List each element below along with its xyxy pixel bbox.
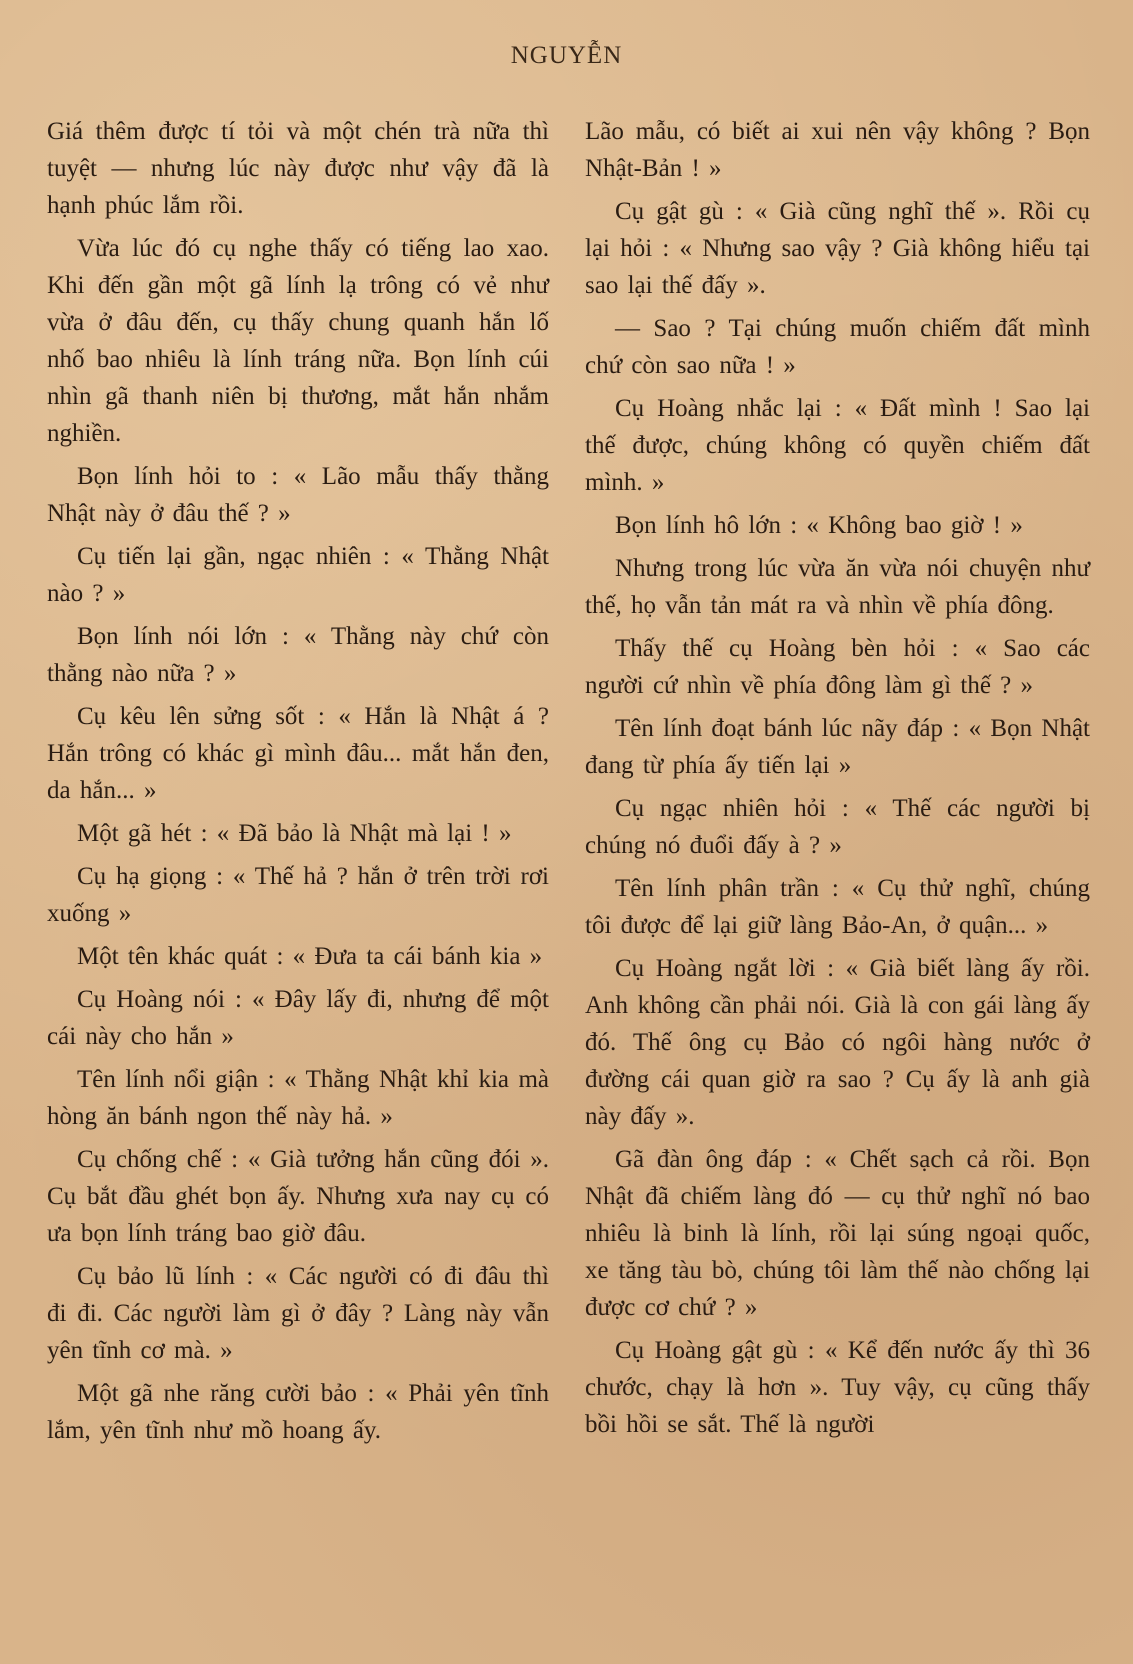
paragraph: Thấy thế cụ Hoàng bèn hỏi : « Sao các người cứ nhìn về phía đông làm gì thế ? » (585, 635, 1090, 699)
paragraph: Bọn lính hỏi to : « Lão mẫu thấy thằng Nhật này ở đâu thế ? » (47, 463, 549, 527)
paragraph: Giá thêm được tí tỏi và một chén trà nữa thì tuyệt — nhưng lúc này được như vậy đã là hạnh phúc lắm rồi. (47, 118, 549, 219)
left-column (47, 113, 549, 1455)
paragraph: Nhưng trong lúc vừa ăn vừa nói chuyện như thế, họ vẫn tản mát ra và nhìn về phía đông. (585, 555, 1090, 619)
paragraph: Cụ hạ giọng : « Thế hả ? hắn ở trên trời rơi xuống » (47, 863, 549, 927)
paragraph: Cụ kêu lên sửng sốt : « Hắn là Nhật á ? Hắn trông có khác gì mình đâu... mắt hắn đen, da hắn... » (47, 703, 549, 804)
paragraph: Gã đàn ông đáp : « Chết sạch cả rồi. Bọn Nhật đã chiếm làng đó — cụ thử nghĩ nó bao nhiêu là binh là lính, rồi lại súng ngoại quốc, xe tăng tàu bò, chúng tôi làm thế nào chống lại được cơ chứ ? » (585, 1146, 1090, 1321)
paragraph: Cụ Hoàng nói : « Đây lấy đi, nhưng để một cái này cho hắn » (47, 986, 549, 1050)
paragraph: Cụ bảo lũ lính : « Các người có đi đâu thì đi đi. Các người làm gì ở đây ? Làng này vẫn yên tĩnh cơ mà. » (47, 1263, 549, 1364)
paragraph: Bọn lính hô lớn : « Không bao giờ ! » (615, 512, 1023, 539)
paragraph: Cụ Hoàng ngắt lời : « Già biết làng ấy rồi. Anh không cần phải nói. Già là con gái làng ấy đó. Thế ông cụ Bảo có ngôi hàng nước ở đường cái quan giờ ra sao ? Cụ ấy là anh già này đấy ». (585, 955, 1090, 1130)
paragraph: Cụ tiến lại gần, ngạc nhiên : « Thằng Nhật nào ? » (47, 543, 549, 607)
paragraph: Tên lính phân trần : « Cụ thử nghĩ, chúng tôi được để lại giữ làng Bảo-An, ở quận... » (585, 875, 1090, 939)
paragraph: Cụ Hoàng gật gù : « Kể đến nước ấy thì 36 chước, chạy là hơn ». Tuy vậy, cụ cũng thấy bồi hồi se sắt. Thế là người (585, 1337, 1090, 1438)
right-column (585, 113, 1090, 1449)
paragraph: Một gã nhe răng cười bảo : « Phải yên tĩnh lắm, yên tĩnh như mồ hoang ấy. (47, 1380, 549, 1444)
running-header: NGUYỄN (510, 42, 623, 69)
paragraph: Tên lính đoạt bánh lúc nãy đáp : « Bọn Nhật đang từ phía ấy tiến lại » (585, 715, 1090, 779)
paragraph: — Sao ? Tại chúng muốn chiếm đất mình chứ còn sao nữa ! » (585, 315, 1090, 379)
paragraph: Cụ gật gù : « Già cũng nghĩ thế ». Rồi cụ lại hỏi : « Nhưng sao vậy ? Già không hiểu tại sao lại thế đấy ». (585, 198, 1090, 299)
paragraph: Một gã hét : « Đã bảo là Nhật mà lại ! » (77, 820, 512, 847)
paragraph: Cụ chống chế : « Già tưởng hắn cũng đói ». Cụ bắt đầu ghét bọn ấy. Nhưng xưa nay cụ có ưa bọn lính tráng bao giờ đâu. (47, 1146, 549, 1247)
paragraph: Vừa lúc đó cụ nghe thấy có tiếng lao xao. Khi đến gần một gã lính lạ trông có vẻ như vừa ở đâu đến, cụ thấy chung quanh hắn lố nhố bao nhiêu là lính tráng nữa. Bọn lính cúi nhìn gã thanh niên bị thương, mắt hắn nhắm nghiền. (47, 235, 549, 447)
paragraph: Tên lính nổi giận : « Thằng Nhật khỉ kia mà hòng ăn bánh ngon thế này hả. » (47, 1066, 549, 1130)
paragraph: Bọn lính nói lớn : « Thằng này chứ còn thằng nào nữa ? » (47, 623, 549, 687)
paragraph: Cụ Hoàng nhắc lại : « Đất mình ! Sao lại thế được, chúng không có quyền chiếm đất mình. » (585, 395, 1090, 496)
paragraph-continued: Lão mẫu, có biết ai xui nên vậy không ? Bọn Nhật-Bản ! » (585, 118, 1090, 182)
paragraph: Một tên khác quát : « Đưa ta cái bánh kia » (77, 943, 543, 970)
paragraph: Cụ ngạc nhiên hỏi : « Thế các người bị chúng nó đuổi đấy à ? » (585, 795, 1090, 859)
